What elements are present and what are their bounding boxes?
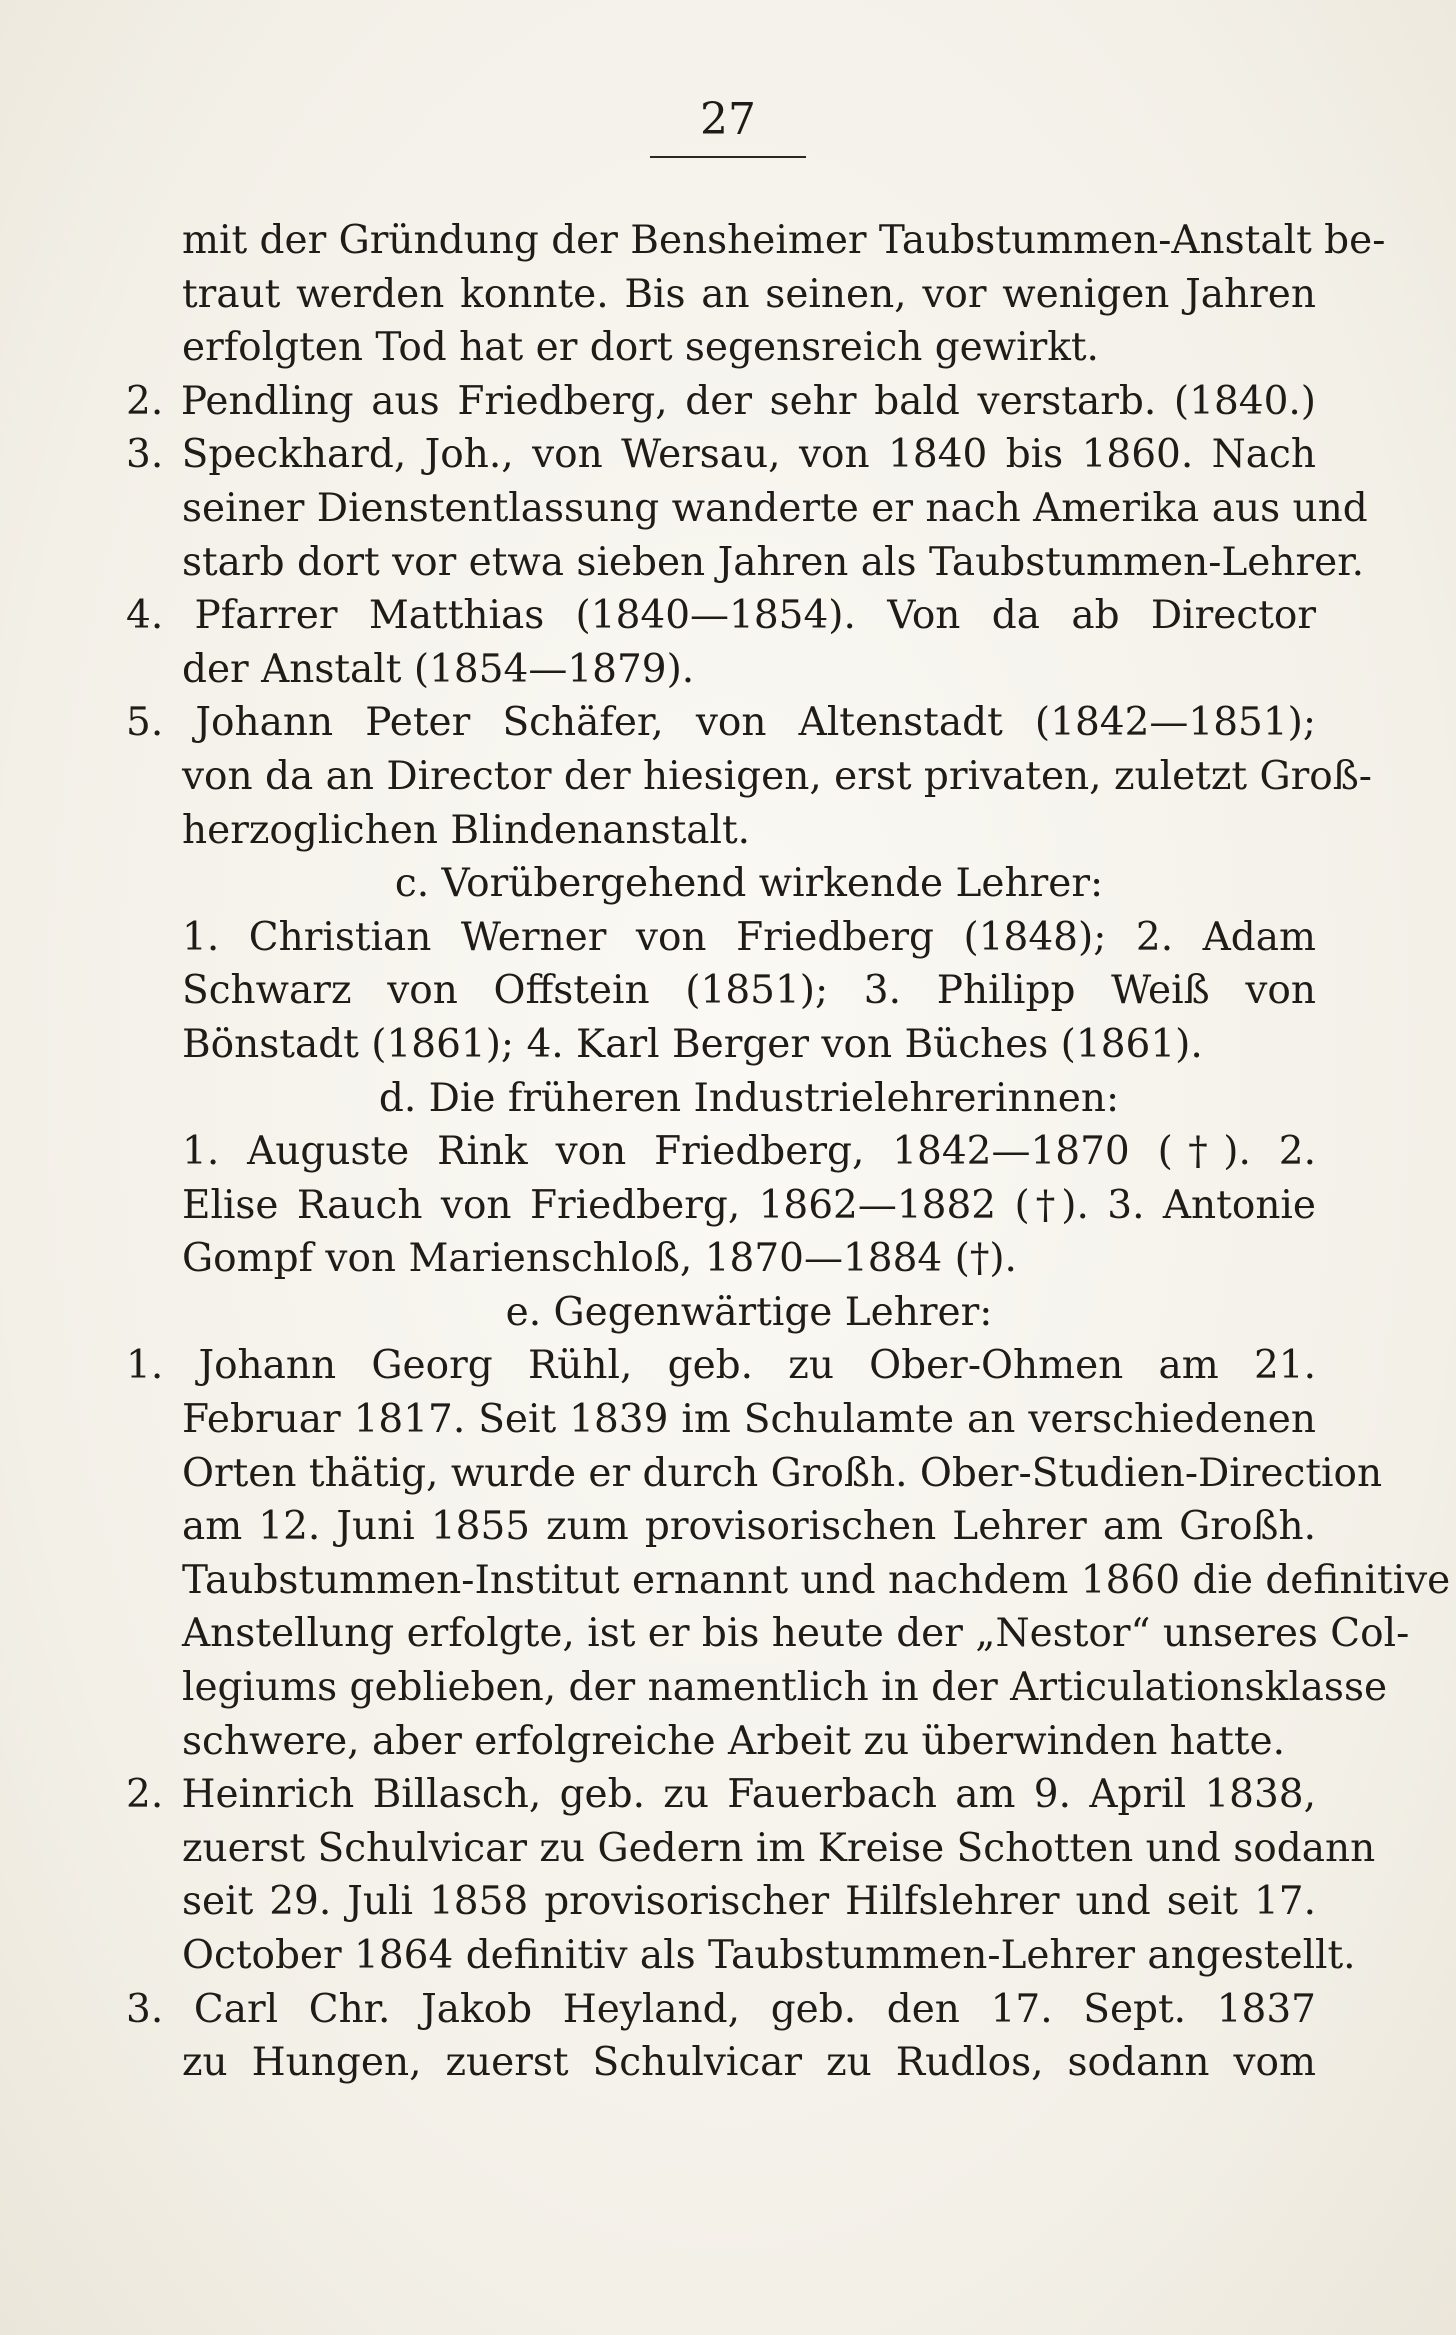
text-line-3: erfolgten Tod hat er dort segensreich gewirkt.: [182, 325, 1099, 371]
text-line-15: Schwarz von Offstein (1851); 3. Philipp Weiß von: [182, 968, 1316, 1014]
text-line-26: Taubstummen-Institut ernannt und nachdem 1860 die definitive: [182, 1557, 1451, 1603]
text-line-18: 1. Auguste Rink von Friedberg, 1842—1870 (†). 2.: [182, 1129, 1316, 1175]
text-line-16: Bönstadt (1861); 4. Karl Berger von Büches (1861).: [182, 1021, 1203, 1067]
text-line-30: 2. Heinrich Billasch, geb. zu Fauerbach am 9. April 1838,: [126, 1772, 1316, 1818]
text-line-14: 1. Christian Werner von Friedberg (1848); 2. Adam: [182, 914, 1316, 960]
text-line-25: am 12. Juni 1855 zum provisorischen Lehrer am Großh.: [182, 1504, 1316, 1550]
text-line-23: Februar 1817. Seit 1839 im Schulamte an verschiedenen: [182, 1397, 1316, 1443]
text-line-20: Gompf von Marienschloß, 1870—1884 (†).: [182, 1236, 1017, 1282]
page-number-rule: [650, 156, 806, 158]
text-line-1: mit der Gründung der Bensheimer Taubstummen-Anstalt be-: [182, 218, 1386, 263]
text-line-9: der Anstalt (1854—1879).: [182, 646, 695, 692]
text-line-19: Elise Rauch von Friedberg, 1862—1882 (†). 3. Antonie: [182, 1182, 1316, 1228]
body-text: [126, 214, 1451, 2090]
text-line-12: herzoglichen Blindenanstalt.: [182, 807, 751, 853]
text-line-17: d. Die früheren Industrielehrerinnen:: [378, 1075, 1120, 1121]
text-line-35: zu Hungen, zuerst Schulvicar zu Rudlos, sodann vom: [182, 2040, 1316, 2086]
text-line-2: traut werden konnte. Bis an seinen, vor wenigen Jahren: [182, 271, 1316, 317]
text-line-4: 2. Pendling aus Friedberg, der sehr bald verstarb. (1840.): [126, 378, 1316, 424]
text-line-31: zuerst Schulvicar zu Gedern im Kreise Schotten und sodann: [182, 1825, 1376, 1871]
text-line-11: von da an Director der hiesigen, erst privaten, zuletzt Groß-: [182, 753, 1372, 799]
page-number: 27: [700, 94, 756, 145]
text-line-22: 1. Johann Georg Rühl, geb. zu Ober-Ohmen am 21.: [126, 1343, 1316, 1389]
text-line-21: e. Gegenwärtige Lehrer:: [505, 1289, 993, 1335]
text-line-28: legiums geblieben, der namentlich in der Articulationsklasse: [182, 1665, 1388, 1711]
text-line-34: 3. Carl Chr. Jakob Heyland, geb. den 17. Sept. 1837: [126, 1986, 1316, 2032]
text-line-24: Orten thätig, wurde er durch Großh. Ober-Studien-Direction: [182, 1450, 1383, 1496]
text-line-33: October 1864 definitiv als Taubstummen-Lehrer angestellt.: [182, 1933, 1356, 1978]
text-line-5: 3. Speckhard, Joh., von Wersau, von 1840 bis 1860. Nach: [126, 432, 1316, 478]
text-line-8: 4. Pfarrer Matthias (1840—1854). Von da ab Director: [126, 593, 1316, 639]
text-line-7: starb dort vor etwa sieben Jahren als Taubstummen-Lehrer.: [182, 539, 1364, 585]
text-line-10: 5. Johann Peter Schäfer, von Altenstadt (1842—1851);: [126, 700, 1316, 746]
text-line-32: seit 29. Juli 1858 provisorischer Hilfslehrer und seit 17.: [182, 1879, 1316, 1925]
text-line-29: schwere, aber erfolgreiche Arbeit zu überwinden hatte.: [182, 1718, 1285, 1764]
text-line-27: Anstellung erfolgte, ist er bis heute der „Nestor“ unseres Col-: [182, 1611, 1410, 1657]
text-line-13: c. Vorübergehend wirkende Lehrer:: [394, 861, 1104, 907]
text-line-6: seiner Dienstentlassung wanderte er nach Amerika aus und: [182, 485, 1368, 531]
